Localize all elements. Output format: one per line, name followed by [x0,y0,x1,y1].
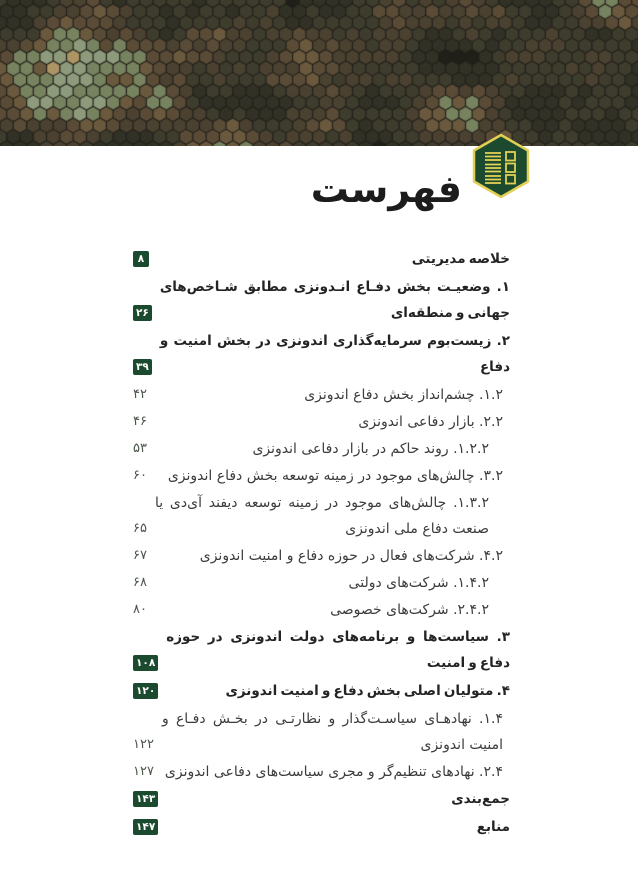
page-number: ۴۶ [133,414,147,429]
page-number: ۸۰ [133,602,147,617]
camo-pattern-canvas [0,0,638,146]
toc-entry-label: ۴. متولیان اصلی بخش دفاع و امنیت اندونزی [225,683,510,699]
hexagon-shape [474,135,528,197]
toc-entry-label: ۱.۳.۲. چالش‌های موجود در زمینه توسعه دیفند آی‌دی یا صنعت دفاع ملی اندونزی [154,495,489,537]
toc-row[interactable] [133,570,510,596]
page-number: ۵۳ [133,441,147,456]
toc-row[interactable] [133,597,510,623]
page-number: ۶۸ [133,575,147,590]
page-number-badge: ۱۲۰ [133,683,158,699]
toc-entry-label: ۱.۴.۲. شرکت‌های دولتی [348,575,489,591]
toc-row[interactable] [133,246,510,272]
toc-row[interactable] [133,436,510,462]
toc-row[interactable] [133,490,510,542]
page-number-badge: ۸ [133,251,149,267]
camo-banner [0,0,638,146]
page-number-badge: ۱۴۷ [133,819,158,835]
toc-row[interactable] [133,624,510,676]
toc-entry-label: ۳.۲. چالش‌های موجود در زمینه توسعه بخش دفاع اندونزی [167,468,503,484]
toc-row[interactable] [133,274,510,326]
toc-entry-label: ۲.۴.۲. شرکت‌های خصوصی [330,602,489,618]
list-badge [468,132,534,200]
toc-entry-label: ۱.۲.۲. روند حاکم در بازار دفاعی اندونزی [252,441,489,457]
toc-entry-label: ۱.۲. چشم‌انداز بخش دفاع اندونزی [304,387,503,403]
toc-row[interactable] [133,814,510,840]
toc-row[interactable] [133,409,510,435]
page-number: ۱۲۷ [133,764,154,779]
page-number-badge: ۳۹ [133,359,152,375]
toc-row[interactable] [133,786,510,812]
page-number-badge: ۱۰۸ [133,655,158,671]
toc-entry-label: جمع‌بندی [451,791,510,807]
page-number: ۱۲۲ [133,737,154,752]
toc-row[interactable] [133,463,510,489]
toc-row[interactable] [133,706,510,758]
toc-entry-label: ۴.۲. شرکت‌های فعال در حوزه دفاع و امنیت اندونزی [199,548,503,564]
page-number-badge: ۲۶ [133,305,152,321]
toc-list [133,246,510,840]
toc-entry-label: ۲.۲. بازار دفاعی اندونزی [358,414,503,430]
page-number: ۶۷ [133,548,147,563]
toc-entry-label: خلاصه مدیریتی [411,251,510,267]
toc-entry-label: ۲.۴. نهادهای تنظیم‌گر و مجری سیاست‌های دفاعی اندونزی [164,764,503,780]
page-title: فهرست [310,167,462,211]
toc-entry-label: ۱.۴. نهادهـای سیاسـت‌گذار و نظارتـی در بخـش دفـاع و امنیت اندونزی [161,711,503,753]
toc-entry-label: ۲. زیست‌بوم سرمایه‌گذاری اندونزی در بخش امنیت و دفاع [159,333,510,375]
toc-row[interactable] [133,382,510,408]
page-number: ۶۵ [133,521,147,536]
toc-row[interactable] [133,543,510,569]
page-number-badge: ۱۴۳ [133,791,158,807]
toc-entry-label: ۳. سیاست‌ها و برنامه‌های دولت اندونزی در حوزه دفاع و امنیت [166,629,510,671]
toc-row[interactable] [133,678,510,704]
toc-row[interactable] [133,328,510,380]
toc-entry-label: منابع [476,819,510,835]
page-number: ۶۰ [133,468,147,483]
toc-row[interactable] [133,759,510,785]
toc-entry-label: ۱. وضعیـت بخش دفـاع انـدونزی مطابق شـاخص‌های جهانی و منطقه‌ای [159,279,510,321]
page-number: ۴۲ [133,387,147,402]
